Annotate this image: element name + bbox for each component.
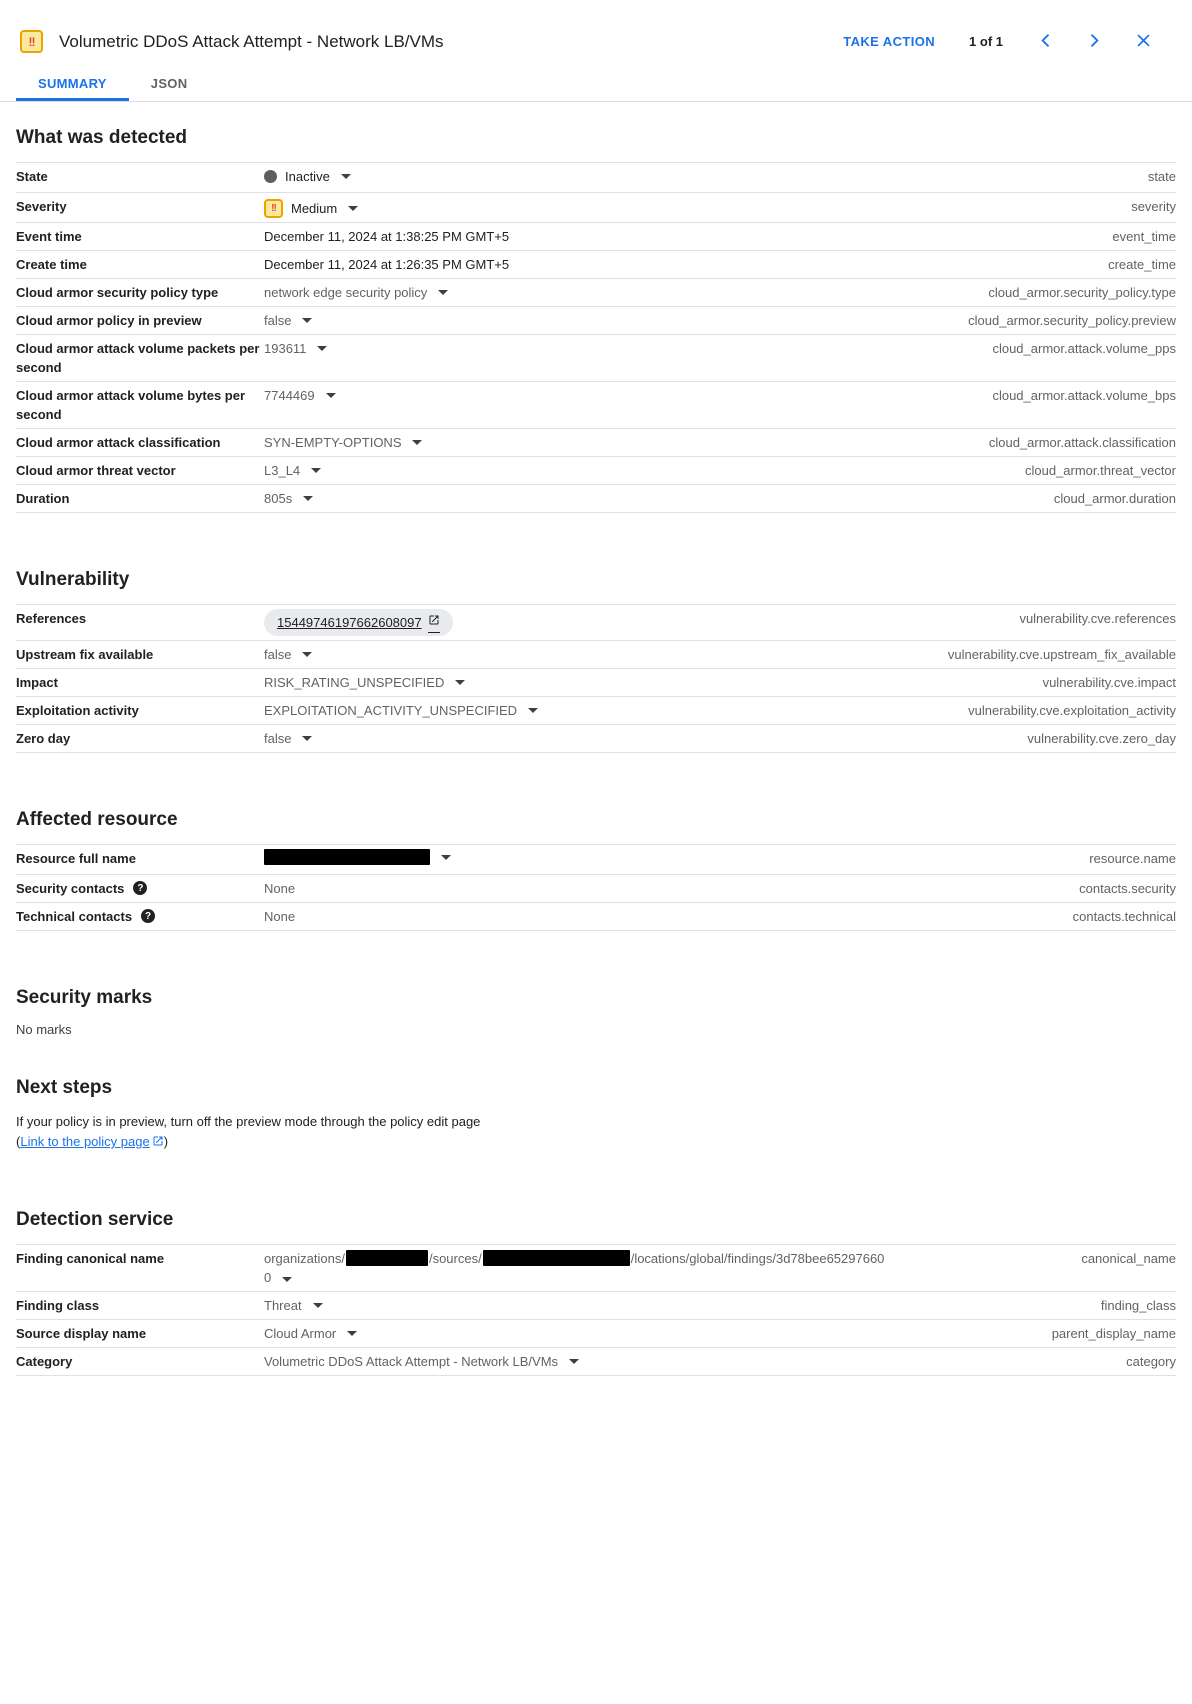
attribute-row	[16, 335, 1176, 382]
chevron-right-icon	[1086, 32, 1103, 52]
section-title-vulnerability: Vulnerability	[16, 569, 130, 590]
attribute-row	[16, 279, 1176, 307]
section-title-detection-service: Detection service	[16, 1209, 174, 1230]
row-attribute-key: contacts.technical	[1072, 909, 1176, 924]
attribute-row	[16, 641, 1176, 669]
attribute-row	[16, 251, 1176, 279]
finding-title: Volumetric DDoS Attack Attempt - Network LB/VMs	[59, 31, 444, 51]
severity-dropdown[interactable]	[264, 199, 358, 218]
row-attribute-key: cloud_armor.attack.classification	[988, 435, 1176, 450]
row-label-text: Finding class	[16, 1298, 100, 1313]
value-dropdown[interactable]	[264, 645, 312, 664]
row-attribute-key: event_time	[1112, 229, 1176, 244]
dropdown-caret-icon	[326, 393, 336, 398]
row-attribute-key: parent_display_name	[1051, 1326, 1176, 1341]
attribute-row	[16, 875, 1176, 903]
value-text: EXPLOITATION_ACTIVITY_UNSPECIFIED	[264, 703, 518, 718]
dropdown-caret-icon	[311, 468, 321, 473]
row-attribute-key: category	[1126, 1354, 1176, 1369]
value-text: 805s	[264, 491, 293, 506]
row-label-text: Security contacts	[16, 881, 125, 896]
value-dropdown[interactable]	[264, 461, 321, 480]
section-detection-service	[16, 1209, 1176, 1376]
tab-json[interactable]: JSON	[129, 67, 210, 101]
row-value	[264, 1324, 1052, 1343]
policy-page-link[interactable]	[20, 1134, 163, 1149]
state-inactive-icon	[264, 170, 277, 183]
dropdown-caret-icon	[303, 496, 313, 501]
reference-chip-label: 15449746197662608097	[277, 615, 422, 630]
row-label	[16, 461, 264, 480]
value-dropdown[interactable]	[264, 729, 312, 748]
row-attribute-key: cloud_armor.security_policy.preview	[968, 313, 1176, 328]
row-value	[264, 1296, 1101, 1315]
row-label-text: Upstream fix available	[16, 647, 154, 662]
value-text: December 11, 2024 at 1:26:35 PM GMT+5	[264, 257, 510, 272]
external-link-icon	[152, 1135, 164, 1150]
dropdown-caret-icon	[412, 440, 422, 445]
row-label-text: Category	[16, 1354, 73, 1369]
row-label	[16, 311, 264, 330]
row-label-text: Cloud armor attack volume packets per second	[16, 341, 260, 375]
severity-medium-icon: !!	[264, 199, 283, 218]
attribute-row	[16, 382, 1176, 429]
row-label	[16, 386, 264, 424]
redacted-value-bar	[346, 1250, 428, 1266]
section-vulnerability	[16, 569, 1176, 753]
value-text: Medium	[291, 201, 338, 216]
row-label-text: Finding canonical name	[16, 1251, 165, 1266]
canonical-name-segment: /sources/	[428, 1251, 482, 1266]
row-label	[16, 489, 264, 508]
row-value	[264, 645, 948, 664]
attribute-row	[16, 1292, 1176, 1320]
value-dropdown[interactable]	[264, 433, 422, 452]
row-value	[264, 609, 1019, 636]
row-label	[16, 167, 264, 186]
row-attribute-key: cloud_armor.threat_vector	[1024, 463, 1176, 478]
row-label	[16, 283, 264, 302]
value-dropdown[interactable]	[264, 311, 312, 330]
attribute-row	[16, 903, 1176, 931]
row-label-text: Duration	[16, 491, 70, 506]
row-value	[264, 227, 1112, 246]
dropdown-caret-icon	[302, 318, 312, 323]
canonical-name-dropdown[interactable]	[264, 1251, 884, 1285]
row-value	[264, 167, 1148, 188]
redacted-value-dropdown[interactable]	[264, 849, 451, 865]
row-label	[16, 1249, 264, 1268]
value-text: 193611	[264, 341, 307, 356]
row-label	[16, 1324, 264, 1343]
row-attribute-key: cloud_armor.attack.volume_pps	[992, 341, 1176, 356]
value-text: false	[264, 313, 292, 328]
attribute-row	[16, 193, 1176, 223]
policy-page-link-label: Link to the policy page	[20, 1134, 150, 1149]
row-label	[16, 729, 264, 748]
row-attribute-key: canonical_name	[1081, 1251, 1176, 1266]
pagination-label: 1 of 1	[969, 34, 1003, 49]
canonical-name-segment: 0	[264, 1270, 272, 1285]
severity-medium-icon: !!	[20, 30, 43, 53]
dropdown-caret-icon	[528, 708, 538, 713]
section-affected-resource	[16, 809, 1176, 931]
row-label-text: Create time	[16, 257, 87, 272]
row-value	[264, 673, 1043, 692]
value-text: December 11, 2024 at 1:38:25 PM GMT+5	[264, 229, 510, 244]
value-text: Volumetric DDoS Attack Attempt - Network LB/VMs	[264, 1354, 559, 1369]
row-label-text: Impact	[16, 675, 58, 690]
row-attribute-key: severity	[1131, 199, 1176, 214]
close-panel-button[interactable]	[1133, 30, 1154, 54]
dropdown-caret-icon	[302, 652, 312, 657]
value-text: Threat	[264, 1298, 302, 1313]
redacted-value-bar	[483, 1250, 630, 1266]
row-label	[16, 907, 264, 926]
dropdown-caret-icon	[313, 1303, 323, 1308]
attribute-row	[16, 1348, 1176, 1376]
section-title-what-was-detected: What was detected	[16, 127, 188, 148]
row-value	[264, 879, 1079, 898]
next-finding-button[interactable]	[1084, 30, 1105, 54]
row-label	[16, 227, 264, 246]
attribute-row	[16, 163, 1176, 193]
row-label-text: State	[16, 169, 48, 184]
row-label	[16, 609, 264, 628]
row-value	[264, 311, 968, 330]
row-label-text: Source display name	[16, 1326, 147, 1341]
row-label	[16, 1296, 264, 1315]
section-title-affected-resource: Affected resource	[16, 809, 178, 830]
row-value	[264, 386, 992, 405]
row-value	[264, 255, 1108, 274]
attribute-row	[16, 725, 1176, 753]
row-value	[264, 197, 1131, 218]
attribute-row	[16, 457, 1176, 485]
attribute-row	[16, 223, 1176, 251]
help-icon[interactable]: ?	[133, 881, 147, 895]
summary-content	[0, 127, 1192, 1376]
row-value	[264, 339, 992, 358]
redacted-value-bar	[264, 849, 430, 865]
row-attribute-key: vulnerability.cve.zero_day	[1027, 731, 1176, 746]
help-icon[interactable]: ?	[141, 909, 155, 923]
attribute-row	[16, 697, 1176, 725]
row-attribute-key: vulnerability.cve.impact	[1042, 675, 1176, 690]
row-value	[264, 729, 1027, 748]
value-text: false	[264, 731, 292, 746]
attribute-row	[16, 845, 1176, 875]
value-text: false	[264, 647, 292, 662]
row-label	[16, 339, 264, 377]
row-label-text: References	[16, 611, 87, 626]
value-dropdown[interactable]	[264, 489, 313, 508]
value-text: network edge security policy	[264, 285, 428, 300]
value-text: Cloud Armor	[264, 1326, 337, 1341]
section-what-was-detected	[16, 127, 1176, 513]
row-label	[16, 849, 264, 868]
attribute-row	[16, 1245, 1176, 1292]
chevron-left-icon	[1037, 32, 1054, 52]
value-dropdown[interactable]	[264, 339, 327, 358]
close-icon	[1135, 32, 1152, 52]
row-attribute-key: create_time	[1108, 257, 1176, 272]
value-dropdown[interactable]	[264, 386, 336, 405]
dropdown-caret-icon	[317, 346, 327, 351]
value-dropdown[interactable]	[264, 673, 465, 692]
row-value	[264, 283, 988, 302]
section-next-steps	[16, 1077, 1176, 1153]
next-steps-text-after: )	[163, 1134, 169, 1149]
row-label-text: Zero day	[16, 731, 71, 746]
value-dropdown[interactable]	[264, 1296, 323, 1315]
row-attribute-key: contacts.security	[1079, 881, 1176, 896]
row-label	[16, 673, 264, 692]
header-actions	[841, 28, 1154, 55]
value-dropdown[interactable]	[264, 283, 448, 302]
next-steps-text-before: If your policy is in preview, turn off the preview mode through the policy edit page (	[16, 1114, 481, 1149]
attribute-row	[16, 1320, 1176, 1348]
value-text: RISK_RATING_UNSPECIFIED	[264, 675, 445, 690]
dropdown-caret-icon	[455, 680, 465, 685]
dropdown-caret-icon	[347, 1331, 357, 1336]
value-dropdown[interactable]	[264, 701, 538, 720]
canonical-name-segment: /locations/global/findings/3d78bee65297660	[630, 1251, 885, 1266]
row-attribute-key: vulnerability.cve.references	[1019, 611, 1176, 626]
section-title-security-marks: Security marks	[16, 987, 153, 1008]
next-steps-text	[16, 1112, 488, 1153]
row-value	[264, 1249, 1081, 1287]
section-security-marks	[16, 987, 1176, 1037]
row-label-text: Cloud armor policy in preview	[16, 313, 202, 328]
row-label-text: Severity	[16, 199, 67, 214]
finding-header	[0, 0, 1192, 55]
row-label	[16, 701, 264, 720]
row-label-text: Exploitation activity	[16, 703, 139, 718]
dropdown-caret-icon	[282, 1277, 292, 1282]
row-value	[264, 433, 989, 452]
section-title-next-steps: Next steps	[16, 1077, 113, 1098]
row-label-text: Cloud armor attack classification	[16, 435, 221, 450]
dropdown-caret-icon	[348, 206, 358, 211]
row-attribute-key: cloud_armor.attack.volume_bps	[992, 388, 1176, 403]
row-value	[264, 461, 1025, 480]
attribute-row	[16, 669, 1176, 697]
row-label	[16, 255, 264, 274]
value-text: 7744469	[264, 388, 315, 403]
value-text: L3_L4	[264, 463, 301, 478]
attribute-row	[16, 605, 1176, 641]
row-label	[16, 197, 264, 216]
value-text: None	[264, 909, 296, 924]
value-dropdown[interactable]	[264, 1352, 579, 1371]
row-label	[16, 645, 264, 664]
attribute-row	[16, 307, 1176, 335]
row-value	[264, 849, 1089, 870]
row-attribute-key: vulnerability.cve.exploitation_activity	[968, 703, 1176, 718]
previous-finding-button[interactable]	[1035, 30, 1056, 54]
reference-chip[interactable]	[264, 609, 453, 636]
attribute-row	[16, 429, 1176, 457]
row-label	[16, 1352, 264, 1371]
row-label-text: Cloud armor security policy type	[16, 285, 219, 300]
row-label-text: Cloud armor threat vector	[16, 463, 176, 478]
dropdown-caret-icon	[569, 1359, 579, 1364]
dropdown-caret-icon	[441, 855, 451, 860]
row-attribute-key: cloud_armor.security_policy.type	[988, 285, 1176, 300]
take-action-button[interactable]: TAKE ACTION	[841, 28, 937, 55]
row-label-text: Event time	[16, 229, 82, 244]
canonical-name-segment: organizations/	[264, 1251, 345, 1266]
dropdown-caret-icon	[438, 290, 448, 295]
row-attribute-key: finding_class	[1100, 1298, 1176, 1313]
tab-summary[interactable]: SUMMARY	[16, 67, 129, 101]
value-dropdown[interactable]	[264, 1324, 357, 1343]
value-text: Inactive	[285, 169, 330, 184]
row-attribute-key: resource.name	[1089, 851, 1176, 866]
value-text: None	[264, 881, 296, 896]
value-text: SYN-EMPTY-OPTIONS	[264, 435, 402, 450]
row-value	[264, 701, 968, 720]
dropdown-caret-icon	[341, 174, 351, 179]
row-value	[264, 489, 1054, 508]
row-attribute-key: vulnerability.cve.upstream_fix_available	[947, 647, 1176, 662]
row-label	[16, 879, 264, 898]
external-link-icon	[428, 612, 440, 633]
row-label-text: Technical contacts	[16, 909, 133, 924]
row-value	[264, 907, 1073, 926]
row-label-text: Resource full name	[16, 851, 136, 866]
state-dropdown[interactable]	[264, 167, 351, 186]
row-attribute-key: cloud_armor.duration	[1053, 491, 1176, 506]
row-label	[16, 433, 264, 452]
row-value	[264, 1352, 1126, 1371]
row-label-text: Cloud armor attack volume bytes per second	[16, 388, 246, 422]
attribute-row	[16, 485, 1176, 513]
security-marks-empty-text: No marks	[16, 1022, 72, 1037]
row-attribute-key: state	[1147, 169, 1176, 184]
detail-tabs	[0, 67, 1192, 102]
dropdown-caret-icon	[302, 736, 312, 741]
